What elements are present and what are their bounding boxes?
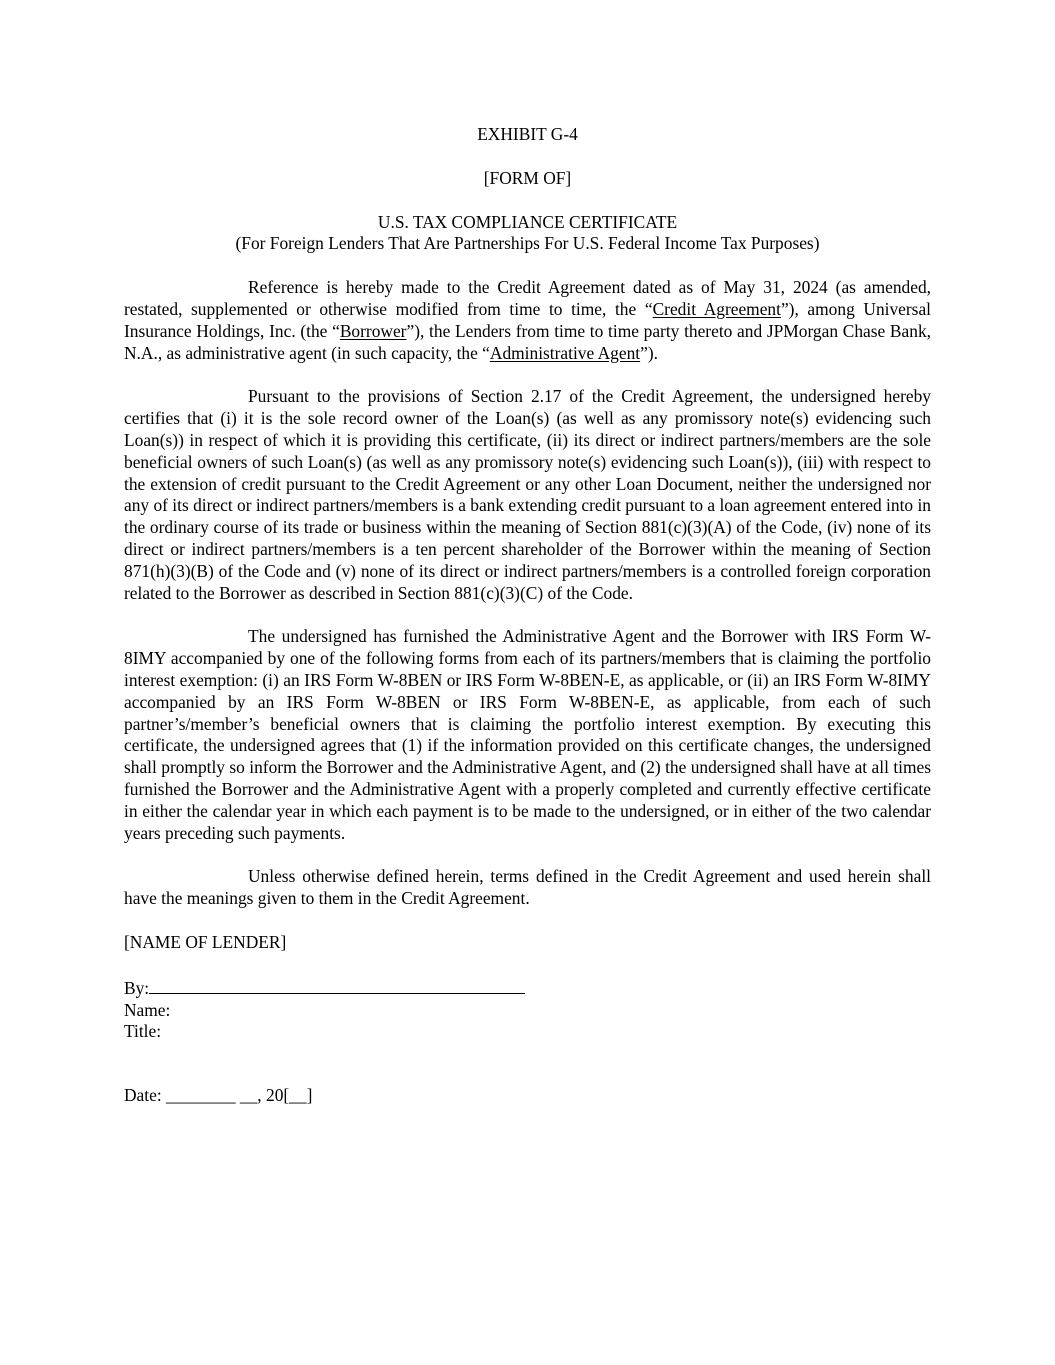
signature-by-row [124,976,931,1000]
paragraph-forms-furnished: The undersigned has furnished the Administrative Agent and the Borrower with IRS Form W-8IMY accompanied by one of the following forms from each of its partners/members that is claiming the portfolio interest exemption: (i) an IRS Form W-8BEN or IRS Form W-8BEN-E, as applicable, or (ii) an IRS Form W-8IMY accompanied by an IRS Form W-8BEN or IRS Form W-8BEN-E, as applicable, from each of such partner’s/member’s beneficial owners that is claiming the portfolio interest exemption. By executing this certificate, the undersigned agrees that (1) if the information provided on this certificate changes, the undersigned shall promptly so inform the Borrower and the Administrative Agent, and (2) the undersigned shall have at all times furnished the Borrower and the Administrative Agent with a properly completed and currently effective certificate in either the calendar year in which each payment is to be made to the undersigned, or in either of the two calendar years preceding such payments. [124,626,931,843]
paragraph-reference-text-3: ”), the Lenders from time to time party thereto and JPMorgan Chase Bank, N.A., as administrative agent (in such capacity, the “ [124,320,931,363]
form-of-heading: [FORM OF] [483,167,572,188]
certificate-title-block [124,212,931,256]
paragraph-reference-text-4: ”). [640,342,658,363]
by-label: By: [124,977,150,998]
exhibit-heading: EXHIBIT G-4 [477,124,578,144]
defined-term-borrower: Borrower [339,320,407,341]
defined-term-credit-agreement: Credit Agreement [652,298,781,319]
certificate-title: U.S. TAX COMPLIANCE CERTIFICATE [377,211,678,232]
paragraph-reference-text-2: ”), among Universal Insurance Holdings, Inc. (the “ [124,298,931,341]
document-page [124,124,931,1107]
paragraph-certification: Pursuant to the provisions of Section 2.17 of the Credit Agreement, the undersigned hereby certifies that (i) it is the sole record owner of the Loan(s) (as well as any promissory note(s) evidencing such Loan(s)) in respect of which it is providing this certificate, (ii) its direct or indirect partners/members are the sole beneficial owners of such Loan(s) (as well as any promissory note(s) evidencing such Loan(s)), (iii) with respect to the extension of credit pursuant to the Credit Agreement or any other Loan Document, neither the undersigned nor any of its direct or indirect partners/members is a bank extending credit pursuant to a loan agreement entered into in the ordinary course of its trade or business within the meaning of Section 881(c)(3)(A) of the Code, (iv) none of its direct or indirect partners/members is a ten percent shareholder of the Borrower within the meaning of Section 871(h)(3)(B) of the Code and (v) none of its direct or indirect partners/members is a controlled foreign corporation related to the Borrower as described in Section 881(c)(3)(C) of the Code. [124,386,931,603]
paragraph-definitions: Unless otherwise defined herein, terms defined in the Credit Agreement and used herein shall have the meanings given to them in the Credit Agreement. [124,866,931,909]
signature-line [149,976,525,994]
certificate-subtitle: (For Foreign Lenders That Are Partnerships For U.S. Federal Income Tax Purposes) [235,233,820,254]
paragraph-reference-text-1: Reference is hereby made to the Credit Agreement dated as of May 31, 2024 (as amended, restated, supplemented or otherwise modified from time to time, the “ [124,277,931,319]
paragraph-reference [124,277,931,364]
signature-block [124,976,931,1043]
title-label: Title: [124,1021,162,1042]
date-line: Date: ________ __, 20[__] [124,1085,313,1106]
defined-term-administrative-agent: Administrative Agent [489,342,641,363]
lender-name: [NAME OF LENDER] [124,931,287,952]
name-label: Name: [124,999,171,1020]
